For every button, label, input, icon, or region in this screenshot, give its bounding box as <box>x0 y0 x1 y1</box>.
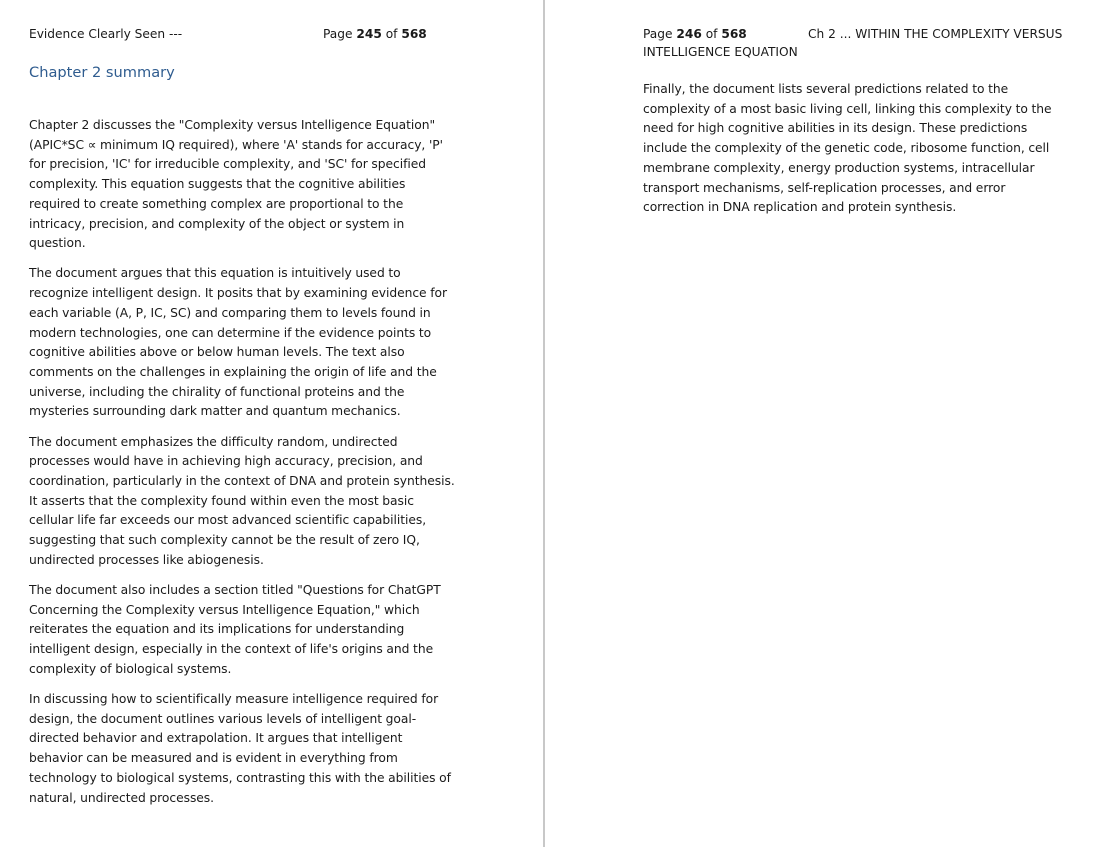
total-pages: 568 <box>401 27 427 41</box>
chapter-title-line2: INTELLIGENCE EQUATION <box>643 45 798 59</box>
chapter-title-line1: Ch 2 ... WITHIN THE COMPLEXITY VERSUS <box>808 27 1063 41</box>
paragraph: Chapter 2 discusses the "Complexity versus Intelligence Equation" (APIC*SC ∝ minimum IQ required), where 'A' stands for accuracy, 'P' for precision, 'IC' for irreducible complexity, and 'SC' for specified complexity. This equation suggests that the cognitive abilities required to create something complex are proportional to the intricacy, precision, and complexity of the object or system in question. <box>29 118 443 251</box>
of-label: of <box>705 27 718 41</box>
right-page-body <box>643 80 1063 228</box>
left-page <box>0 0 543 847</box>
page-number: 245 <box>356 27 382 41</box>
right-page <box>545 0 1103 847</box>
page-number-left <box>323 27 427 41</box>
paragraph: The document argues that this equation is intuitively used to recognize intelligent design. It posits that by examining evidence for each variable (A, P, IC, SC) and comparing them to levels found in modern technologies, one can determine if the evidence points to cognitive abilities above or below human levels. The text also comments on the challenges in explaining the origin of life and the universe, including the chirality of functional proteins and the mysteries surrounding dark matter and quantum mechanics. <box>29 266 447 419</box>
page-label: Page <box>643 27 673 41</box>
of-label: of <box>385 27 398 41</box>
total-pages: 568 <box>721 27 747 41</box>
paragraph: Finally, the document lists several predictions related to the complexity of a most basic living cell, linking this complexity to the need for high cognitive abilities in its design. These predictions include the complexity of the genetic code, ribosome function, cell membrane complexity, energy production systems, intracellular transport mechanisms, self-replication processes, and error correction in DNA replication and protein synthesis. <box>643 82 1052 215</box>
page-label: Page <box>323 27 353 41</box>
paragraph: The document emphasizes the difficulty random, undirected processes would have in achieving high accuracy, precision, and coordination, particularly in the context of DNA and protein synthesis. It asserts that the complexity found within even the most basic cellular life far exceeds our most advanced scientific capabilities, suggesting that such complexity cannot be the result of zero IQ, undirected processes like abiogenesis. <box>29 434 455 567</box>
paragraph: In discussing how to scientifically measure intelligence required for design, the document outlines various levels of intelligent goal-directed behavior and extrapolation. It argues that intelligent behavior can be measured and is evident in everything from technology to biological systems, contrasting this with the abilities of natural, undirected processes. <box>29 691 451 805</box>
running-header-title: Evidence Clearly Seen --- <box>29 27 183 41</box>
left-page-body <box>29 116 459 819</box>
chapter-heading: Chapter 2 summary <box>29 64 175 81</box>
page-number-right <box>643 27 747 41</box>
paragraph: The document also includes a section titled "Questions for ChatGPT Concerning the Complexity versus Intelligence Equation," which reiterates the equation and its implications for understanding intelligent design, especially in the context of life's origins and the complexity of biological systems. <box>29 582 441 676</box>
page-number: 246 <box>676 27 702 41</box>
